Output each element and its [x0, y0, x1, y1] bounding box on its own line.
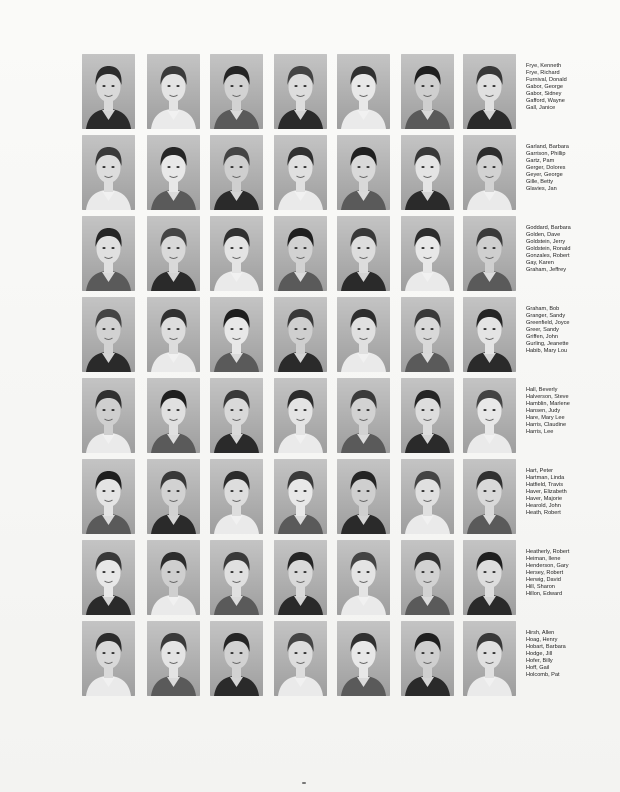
- student-portrait-photo: [401, 540, 454, 615]
- student-name: Hearold, John: [526, 503, 561, 509]
- student-portrait-photo: [463, 540, 516, 615]
- student-portrait-photo: [147, 621, 200, 696]
- student-portrait-photo: [337, 54, 390, 129]
- student-name: Hartman, Linda: [526, 475, 565, 481]
- portrait-row: [82, 297, 592, 373]
- student-portrait-photo: [147, 135, 200, 210]
- student-portrait-photo: [401, 135, 454, 210]
- student-name: Haver, Elizabeth: [526, 489, 567, 495]
- student-portrait-photo: [401, 54, 454, 129]
- portrait-row: [82, 540, 592, 616]
- student-name: Goldstein, Jerry: [526, 239, 566, 245]
- name-list: [526, 225, 590, 274]
- student-name: Gerger, Dolores: [526, 165, 566, 171]
- portrait-row: [82, 54, 592, 130]
- student-name: Gartz, Pam: [526, 158, 555, 164]
- student-portrait-photo: [274, 540, 327, 615]
- student-name: Hall, Beverly: [526, 387, 558, 393]
- portrait-row: [82, 216, 592, 292]
- student-portrait-photo: [401, 621, 454, 696]
- portrait-row: [82, 459, 592, 535]
- name-list: [526, 468, 590, 517]
- student-name: Hersey, Robert: [526, 570, 564, 576]
- student-portrait-photo: [210, 216, 263, 291]
- student-name: Hill, Sharon: [526, 584, 555, 590]
- student-portrait-photo: [337, 459, 390, 534]
- student-name: Geyer, George: [526, 172, 563, 178]
- student-name: Halverson, Steve: [526, 394, 569, 400]
- student-name: Hare, Mary Lee: [526, 415, 565, 421]
- student-portrait-photo: [82, 297, 135, 372]
- student-portrait-photo: [82, 540, 135, 615]
- student-portrait-photo: [274, 135, 327, 210]
- student-portrait-photo: [210, 621, 263, 696]
- student-name: Greenfield, Joyce: [526, 320, 570, 326]
- portrait-row: [82, 135, 592, 211]
- student-name: Hoag, Henry: [526, 637, 558, 643]
- student-name: Frye, Richard: [526, 70, 560, 76]
- student-portrait-photo: [337, 540, 390, 615]
- student-portrait-photo: [463, 621, 516, 696]
- student-portrait-photo: [274, 54, 327, 129]
- student-name: Goldstein, Ronald: [526, 246, 571, 252]
- student-portrait-photo: [337, 297, 390, 372]
- page-mark: [302, 782, 306, 784]
- student-portrait-photo: [210, 459, 263, 534]
- student-name: Granger, Sandy: [526, 313, 566, 319]
- student-portrait-photo: [463, 459, 516, 534]
- student-portrait-photo: [463, 297, 516, 372]
- student-portrait-photo: [401, 378, 454, 453]
- student-name: Hirsh, Allen: [526, 630, 555, 636]
- student-name: Henderson, Gary: [526, 563, 569, 569]
- student-portrait-photo: [82, 135, 135, 210]
- student-portrait-photo: [463, 216, 516, 291]
- student-name: Golden, Dave: [526, 232, 561, 238]
- student-name: Frye, Kenneth: [526, 63, 562, 69]
- student-portrait-photo: [82, 216, 135, 291]
- name-list: [526, 549, 590, 598]
- student-portrait-photo: [210, 135, 263, 210]
- student-name: Glavies, Jan: [526, 186, 557, 192]
- student-name: Gay, Karen: [526, 260, 554, 266]
- student-name: Greer, Sandy: [526, 327, 559, 333]
- student-portrait-photo: [337, 378, 390, 453]
- student-name: Haver, Majorie: [526, 496, 563, 502]
- student-portrait-photo: [274, 378, 327, 453]
- student-portrait-photo: [82, 378, 135, 453]
- student-name: Gonzales, Robert: [526, 253, 570, 259]
- student-portrait-photo: [463, 54, 516, 129]
- student-name: Heath, Robert: [526, 510, 561, 516]
- student-portrait-photo: [274, 459, 327, 534]
- student-name: Gabor, Sidney: [526, 91, 562, 97]
- student-portrait-photo: [463, 135, 516, 210]
- name-list: [526, 144, 590, 193]
- student-portrait-photo: [210, 540, 263, 615]
- student-portrait-photo: [274, 297, 327, 372]
- student-name: Goddard, Barbara: [526, 225, 571, 231]
- name-list: [526, 306, 590, 355]
- student-name: Gall, Janice: [526, 105, 556, 111]
- name-list: [526, 63, 590, 112]
- student-portrait-photo: [210, 54, 263, 129]
- student-portrait-photo: [147, 459, 200, 534]
- student-name: Habib, Mary Lou: [526, 348, 568, 354]
- student-name: Heatherly, Robert: [526, 549, 570, 555]
- student-portrait-photo: [337, 621, 390, 696]
- student-name: Gurling, Jeanette: [526, 341, 569, 347]
- student-portrait-photo: [337, 135, 390, 210]
- student-portrait-photo: [147, 540, 200, 615]
- student-name: Graham, Jeffrey: [526, 267, 567, 273]
- student-portrait-photo: [210, 378, 263, 453]
- student-name: Hansen, Judy: [526, 408, 561, 414]
- student-name: Hoff, Gail: [526, 665, 550, 671]
- student-portrait-photo: [274, 621, 327, 696]
- student-name: Hamblin, Marlene: [526, 401, 570, 407]
- student-portrait-photo: [147, 216, 200, 291]
- student-name: Hobart, Barbara: [526, 644, 566, 650]
- student-portrait-photo: [82, 621, 135, 696]
- student-name: Hodge, Jill: [526, 651, 553, 657]
- student-name: Hofer, Billy: [526, 658, 553, 664]
- student-name: Hart, Peter: [526, 468, 554, 474]
- student-name: Harris, Claudine: [526, 422, 567, 428]
- student-name: Gille, Betty: [526, 179, 554, 185]
- student-name: Gabor, George: [526, 84, 564, 90]
- student-portrait-photo: [82, 459, 135, 534]
- student-portrait-photo: [82, 54, 135, 129]
- student-name: Furnival, Donald: [526, 77, 567, 83]
- name-list: [526, 630, 590, 679]
- student-portrait-photo: [401, 216, 454, 291]
- portrait-row: [82, 621, 592, 697]
- student-name: Hatfield, Travis: [526, 482, 563, 488]
- student-portrait-photo: [147, 54, 200, 129]
- student-name: Graham, Bob: [526, 306, 560, 312]
- student-name: Gafford, Wayne: [526, 98, 565, 104]
- student-name: Herwig, David: [526, 577, 561, 583]
- student-portrait-photo: [337, 216, 390, 291]
- student-name: Heiman, Ilene: [526, 556, 561, 562]
- student-portrait-photo: [210, 297, 263, 372]
- student-portrait-photo: [147, 297, 200, 372]
- portrait-row: [82, 378, 592, 454]
- name-list: [526, 387, 590, 436]
- student-portrait-photo: [274, 216, 327, 291]
- student-name: Hillon, Edward: [526, 591, 563, 597]
- student-name: Garrison, Phillip: [526, 151, 566, 157]
- student-portrait-photo: [401, 459, 454, 534]
- student-portrait-photo: [463, 378, 516, 453]
- student-portrait-photo: [401, 297, 454, 372]
- student-name: Garland, Barbara: [526, 144, 569, 150]
- student-name: Harris, Lee: [526, 429, 554, 435]
- student-name: Griffen, John: [526, 334, 558, 340]
- student-name: Holcomb, Pat: [526, 672, 560, 678]
- student-portrait-photo: [147, 378, 200, 453]
